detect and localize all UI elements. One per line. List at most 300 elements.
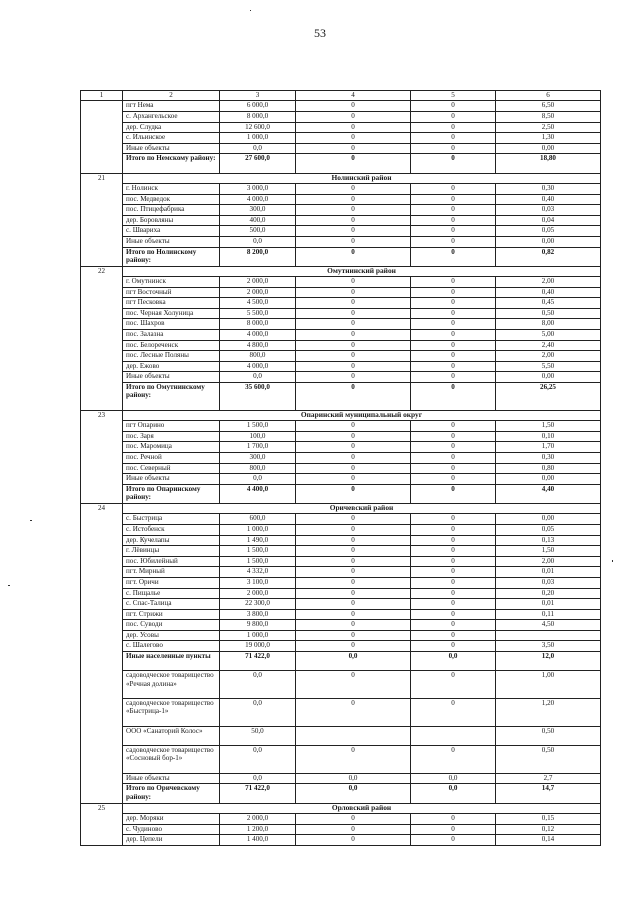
settlement-name: пос. Маромица (123, 442, 220, 453)
value-col4: 0 (296, 319, 411, 330)
value-col4: 0 (296, 609, 411, 620)
settlement-name: г. Лёвинцы (123, 546, 220, 557)
settlement-name: дер. Моряки (123, 814, 220, 825)
table-row (81, 824, 601, 835)
value-col6: 0,50 (496, 746, 601, 774)
value-col4: 0 (296, 630, 411, 641)
settlement-name: дер. Усовы (123, 630, 220, 641)
value-col4: 0 (296, 372, 411, 383)
value-col6: 0,30 (496, 183, 601, 194)
value-col4: 0 (296, 567, 411, 578)
allocation-table-sheet (80, 90, 600, 846)
settlement-name: пгт. Оричи (123, 577, 220, 588)
settlement-name: с. Архангельское (123, 111, 220, 122)
table-row (81, 463, 601, 474)
value-col6: 0,10 (496, 431, 601, 442)
settlement-name: с. Шварихa (123, 226, 220, 237)
table-row (81, 101, 601, 112)
value-col5: 0 (411, 431, 496, 442)
value-col4: 0,0 (296, 784, 411, 803)
value-col5: 0 (411, 442, 496, 453)
settlement-name: г. Нолинск (123, 183, 220, 194)
value-col6: 0,30 (496, 452, 601, 463)
value-col6: 0,45 (496, 298, 601, 309)
value-col4: 0 (296, 824, 411, 835)
value-col5: 0,0 (411, 784, 496, 803)
value-col3: 1 400,0 (220, 835, 296, 846)
value-col5: 0 (411, 620, 496, 631)
value-col3: 0,0 (220, 143, 296, 154)
district-total-row (81, 154, 601, 173)
settlement-name: пос. Суводи (123, 620, 220, 631)
value-col5: 0,0 (411, 773, 496, 784)
table-row (81, 194, 601, 205)
value-col6: 3,50 (496, 641, 601, 652)
value-col6: 2,00 (496, 351, 601, 362)
value-col5: 0 (411, 340, 496, 351)
table-row (81, 452, 601, 463)
settlement-name: с. Истобенск (123, 524, 220, 535)
table-row (81, 814, 601, 825)
value-col4: 0 (296, 111, 411, 122)
value-col5: 0 (411, 205, 496, 216)
table-row (81, 122, 601, 133)
value-col5: 0 (411, 556, 496, 567)
value-col6: 0,00 (496, 514, 601, 525)
value-col4: 0 (296, 599, 411, 610)
table-row (81, 524, 601, 535)
settlement-name: пгт Восточный (123, 287, 220, 298)
scan-mark (30, 520, 32, 521)
settlement-name: пос. Лесные Поляны (123, 351, 220, 362)
value-col5: 0 (411, 824, 496, 835)
table-row (81, 431, 601, 442)
table-row (81, 652, 601, 671)
value-col5: 0 (411, 474, 496, 485)
value-col4: 0 (296, 205, 411, 216)
settlement-name: пос. Птицефабрика (123, 205, 220, 216)
value-col5: 0 (411, 463, 496, 474)
value-col6: 6,50 (496, 101, 601, 112)
value-col3: 600,0 (220, 514, 296, 525)
value-col6: 1,30 (496, 133, 601, 144)
table-row (81, 588, 601, 599)
settlement-name: пос. Северный (123, 463, 220, 474)
value-col4: 0 (296, 247, 411, 266)
value-col3: 1 500,0 (220, 421, 296, 432)
value-col5: 0 (411, 287, 496, 298)
table-row (81, 298, 601, 309)
settlement-name: с. Спас-Талица (123, 599, 220, 610)
table-row (81, 308, 601, 319)
value-col4: 0 (296, 452, 411, 463)
district-name: Орловский район (123, 803, 601, 813)
table-row (81, 277, 601, 288)
value-col5: 0 (411, 588, 496, 599)
district-name: Оричевский район (123, 503, 601, 513)
value-col4: 0 (296, 699, 411, 727)
value-col3: 4 332,0 (220, 567, 296, 578)
value-col4: 0 (296, 556, 411, 567)
value-col6: 0,05 (496, 524, 601, 535)
settlement-name: Итого по Оричевскому району: (123, 784, 220, 803)
value-col4: 0 (296, 183, 411, 194)
value-col3: 1 500,0 (220, 556, 296, 567)
value-col6: 14,7 (496, 784, 601, 803)
value-col5: 0 (411, 383, 496, 411)
value-col4: 0,0 (296, 773, 411, 784)
value-col3: 22 300,0 (220, 599, 296, 610)
value-col6: 4,40 (496, 484, 601, 503)
table-row (81, 546, 601, 557)
value-col6: 0,00 (496, 236, 601, 247)
table-row (81, 215, 601, 226)
value-col6: 8,00 (496, 319, 601, 330)
district-total-row (81, 383, 601, 411)
value-col3: 8 000,0 (220, 111, 296, 122)
table-row (81, 330, 601, 341)
value-col3: 8 200,0 (220, 247, 296, 266)
table-row (81, 567, 601, 578)
value-col4: 0 (296, 431, 411, 442)
value-col4 (296, 726, 411, 745)
settlement-name: Иные объекты (123, 143, 220, 154)
value-col3: 1 490,0 (220, 535, 296, 546)
value-col6 (496, 630, 601, 641)
value-col3: 2 000,0 (220, 277, 296, 288)
district-name: Нолинский район (123, 173, 601, 183)
value-col3: 800,0 (220, 463, 296, 474)
value-col6: 5,50 (496, 361, 601, 372)
settlement-name: дер. Ежово (123, 361, 220, 372)
table-row (81, 183, 601, 194)
district-row (81, 173, 601, 183)
value-col6: 0,40 (496, 194, 601, 205)
table-row (81, 599, 601, 610)
value-col4: 0 (296, 133, 411, 144)
value-col5: 0 (411, 514, 496, 525)
value-col3: 500,0 (220, 226, 296, 237)
district-number: 25 (81, 803, 123, 845)
value-col5: 0 (411, 308, 496, 319)
value-col5: 0 (411, 330, 496, 341)
value-col3: 4 000,0 (220, 330, 296, 341)
value-col4: 0 (296, 194, 411, 205)
settlement-name: с. Быстрица (123, 514, 220, 525)
value-col3: 0,0 (220, 746, 296, 774)
table-row (81, 421, 601, 432)
settlement-name: пгт. Стрижи (123, 609, 220, 620)
value-col6: 0,50 (496, 308, 601, 319)
value-col6: 0,50 (496, 726, 601, 745)
settlement-name: дер. Цепели (123, 835, 220, 846)
value-col5: 0 (411, 535, 496, 546)
settlement-name: Итого по Опаринскому району: (123, 484, 220, 503)
page-number: 53 (314, 26, 326, 40)
table-row (81, 556, 601, 567)
table-row (81, 577, 601, 588)
value-col6: 0,03 (496, 577, 601, 588)
value-col5: 0 (411, 835, 496, 846)
settlement-name: пгт Нема (123, 101, 220, 112)
value-col4: 0 (296, 835, 411, 846)
table-row (81, 641, 601, 652)
value-col3: 2 000,0 (220, 588, 296, 599)
value-col5: 0 (411, 484, 496, 503)
value-col3: 9 800,0 (220, 620, 296, 631)
value-col3: 27 600,0 (220, 154, 296, 173)
value-col5: 0 (411, 247, 496, 266)
table-row (81, 535, 601, 546)
district-number: 21 (81, 173, 123, 266)
value-col6: 0,04 (496, 215, 601, 226)
value-col5: 0 (411, 361, 496, 372)
table-row (81, 236, 601, 247)
value-col4: 0 (296, 383, 411, 411)
value-col6: 1,20 (496, 699, 601, 727)
value-col5: 0 (411, 319, 496, 330)
table-row (81, 474, 601, 485)
value-col4: 0 (296, 474, 411, 485)
value-col5: 0 (411, 524, 496, 535)
value-col6: 0,00 (496, 474, 601, 485)
table-row (81, 287, 601, 298)
value-col3: 4 400,0 (220, 484, 296, 503)
value-col4: 0 (296, 535, 411, 546)
value-col4: 0 (296, 524, 411, 535)
value-col3: 0,0 (220, 699, 296, 727)
table-row (81, 835, 601, 846)
district-row (81, 803, 601, 813)
settlement-name: Итого по Омутнинскому району: (123, 383, 220, 411)
value-col5: 0 (411, 122, 496, 133)
value-col3: 4 000,0 (220, 194, 296, 205)
allocation-table (80, 90, 601, 846)
district-total-row (81, 247, 601, 266)
settlement-name: пос. Заря (123, 431, 220, 442)
table-row (81, 671, 601, 699)
table-row (81, 372, 601, 383)
value-col4: 0 (296, 746, 411, 774)
value-col3: 5 500,0 (220, 308, 296, 319)
settlement-name: пос. Черная Холуница (123, 308, 220, 319)
table-row (81, 746, 601, 774)
value-col5: 0 (411, 609, 496, 620)
value-col3: 800,0 (220, 351, 296, 362)
value-col4: 0 (296, 814, 411, 825)
value-col4: 0 (296, 340, 411, 351)
value-col3: 0,0 (220, 773, 296, 784)
table-row (81, 514, 601, 525)
settlement-name: пгт Песковка (123, 298, 220, 309)
value-col4: 0 (296, 101, 411, 112)
value-col3: 71 422,0 (220, 652, 296, 671)
value-col5: 0 (411, 599, 496, 610)
value-col3: 19 000,0 (220, 641, 296, 652)
district-name: Омутнинский район (123, 266, 601, 276)
value-col5: 0 (411, 101, 496, 112)
settlement-name: дер. Слудка (123, 122, 220, 133)
settlement-name: с. Пищалье (123, 588, 220, 599)
value-col6: 1,70 (496, 442, 601, 453)
value-col6: 0,82 (496, 247, 601, 266)
value-col5: 0 (411, 372, 496, 383)
settlement-name: г. Омутнинск (123, 277, 220, 288)
value-col5: 0 (411, 421, 496, 432)
scan-mark (250, 10, 251, 11)
value-col4: 0 (296, 671, 411, 699)
value-col4: 0 (296, 298, 411, 309)
value-col3: 3 000,0 (220, 183, 296, 194)
settlement-name: садоводческое товарищество «Сосновый бор-1» (123, 746, 220, 774)
value-col6: 2,00 (496, 556, 601, 567)
value-col3: 1 000,0 (220, 524, 296, 535)
value-col5: 0 (411, 351, 496, 362)
district-number (81, 101, 123, 173)
settlement-name: пгт. Мирный (123, 567, 220, 578)
value-col5: 0 (411, 133, 496, 144)
settlement-name: дер. Кучелапы (123, 535, 220, 546)
value-col3: 71 422,0 (220, 784, 296, 803)
table-row (81, 620, 601, 631)
value-col6: 26,25 (496, 383, 601, 411)
value-col5: 0 (411, 215, 496, 226)
settlement-name: Иные объекты (123, 773, 220, 784)
value-col6: 1,50 (496, 421, 601, 432)
district-number: 23 (81, 410, 123, 503)
value-col6: 5,00 (496, 330, 601, 341)
value-col3: 1 500,0 (220, 546, 296, 557)
value-col6: 8,50 (496, 111, 601, 122)
value-col3: 100,0 (220, 431, 296, 442)
value-col4: 0 (296, 463, 411, 474)
value-col5: 0 (411, 814, 496, 825)
value-col6: 0,00 (496, 143, 601, 154)
table-row (81, 111, 601, 122)
value-col3: 1 000,0 (220, 630, 296, 641)
value-col6: 18,80 (496, 154, 601, 173)
value-col4: 0 (296, 277, 411, 288)
value-col4: 0 (296, 226, 411, 237)
value-col3: 35 600,0 (220, 383, 296, 411)
district-row (81, 410, 601, 420)
value-col6: 1,50 (496, 546, 601, 557)
value-col5 (411, 726, 496, 745)
settlement-name: пос. Шахров (123, 319, 220, 330)
value-col6: 0,12 (496, 824, 601, 835)
value-col5: 0 (411, 699, 496, 727)
value-col6: 12,0 (496, 652, 601, 671)
value-col4: 0 (296, 620, 411, 631)
value-col6: 0,11 (496, 609, 601, 620)
value-col3: 3 100,0 (220, 577, 296, 588)
value-col5: 0 (411, 111, 496, 122)
value-col5: 0 (411, 567, 496, 578)
table-row (81, 226, 601, 237)
column-header: 3 (220, 91, 296, 101)
table-row (81, 726, 601, 745)
value-col4: 0 (296, 308, 411, 319)
value-col6: 0,15 (496, 814, 601, 825)
value-col6: 2,00 (496, 277, 601, 288)
value-col4: 0 (296, 588, 411, 599)
value-col4: 0 (296, 143, 411, 154)
value-col5: 0 (411, 236, 496, 247)
district-number: 22 (81, 266, 123, 410)
table-header-row (81, 91, 601, 101)
value-col4: 0 (296, 330, 411, 341)
value-col4: 0 (296, 546, 411, 557)
value-col3: 4 000,0 (220, 361, 296, 372)
value-col3: 0,0 (220, 474, 296, 485)
value-col5: 0 (411, 577, 496, 588)
value-col4: 0 (296, 641, 411, 652)
value-col4: 0 (296, 215, 411, 226)
value-col3: 3 800,0 (220, 609, 296, 620)
district-row (81, 503, 601, 513)
table-row (81, 630, 601, 641)
value-col4: 0 (296, 421, 411, 432)
value-col3: 1 200,0 (220, 824, 296, 835)
settlement-name: пос. Юбилейный (123, 556, 220, 567)
column-header: 4 (296, 91, 411, 101)
value-col4: 0 (296, 484, 411, 503)
table-row (81, 361, 601, 372)
value-col6: 0,14 (496, 835, 601, 846)
settlement-name: садоводческое товарищество «Быстрица-1» (123, 699, 220, 727)
value-col5: 0 (411, 746, 496, 774)
value-col5: 0 (411, 671, 496, 699)
table-row (81, 143, 601, 154)
value-col5: 0 (411, 546, 496, 557)
value-col5: 0 (411, 452, 496, 463)
value-col3: 4 500,0 (220, 298, 296, 309)
settlement-name: Итого по Нолинскому району: (123, 247, 220, 266)
settlement-name: пос. Белореченск (123, 340, 220, 351)
value-col6: 0,40 (496, 287, 601, 298)
value-col4: 0 (296, 351, 411, 362)
district-total-row (81, 784, 601, 803)
settlement-name: Иные населенные пункты (123, 652, 220, 671)
value-col5: 0,0 (411, 652, 496, 671)
value-col3: 4 800,0 (220, 340, 296, 351)
value-col5: 0 (411, 641, 496, 652)
settlement-name: ООО «Санаторий Колос» (123, 726, 220, 745)
value-col5: 0 (411, 194, 496, 205)
settlement-name: с. Шалегово (123, 641, 220, 652)
table-row (81, 773, 601, 784)
value-col5: 0 (411, 298, 496, 309)
scan-mark (612, 560, 613, 562)
column-header: 1 (81, 91, 123, 101)
value-col6: 2,50 (496, 122, 601, 133)
table-row (81, 699, 601, 727)
value-col3: 300,0 (220, 205, 296, 216)
value-col4: 0 (296, 361, 411, 372)
value-col6: 1,00 (496, 671, 601, 699)
value-col3: 2 000,0 (220, 287, 296, 298)
table-row (81, 442, 601, 453)
scan-mark (8, 585, 10, 586)
settlement-name: Иные объекты (123, 474, 220, 485)
value-col6: 0,05 (496, 226, 601, 237)
settlement-name: с. Чудиново (123, 824, 220, 835)
settlement-name: Иные объекты (123, 236, 220, 247)
value-col5: 0 (411, 226, 496, 237)
district-row (81, 266, 601, 276)
value-col3: 0,0 (220, 372, 296, 383)
value-col5: 0 (411, 183, 496, 194)
